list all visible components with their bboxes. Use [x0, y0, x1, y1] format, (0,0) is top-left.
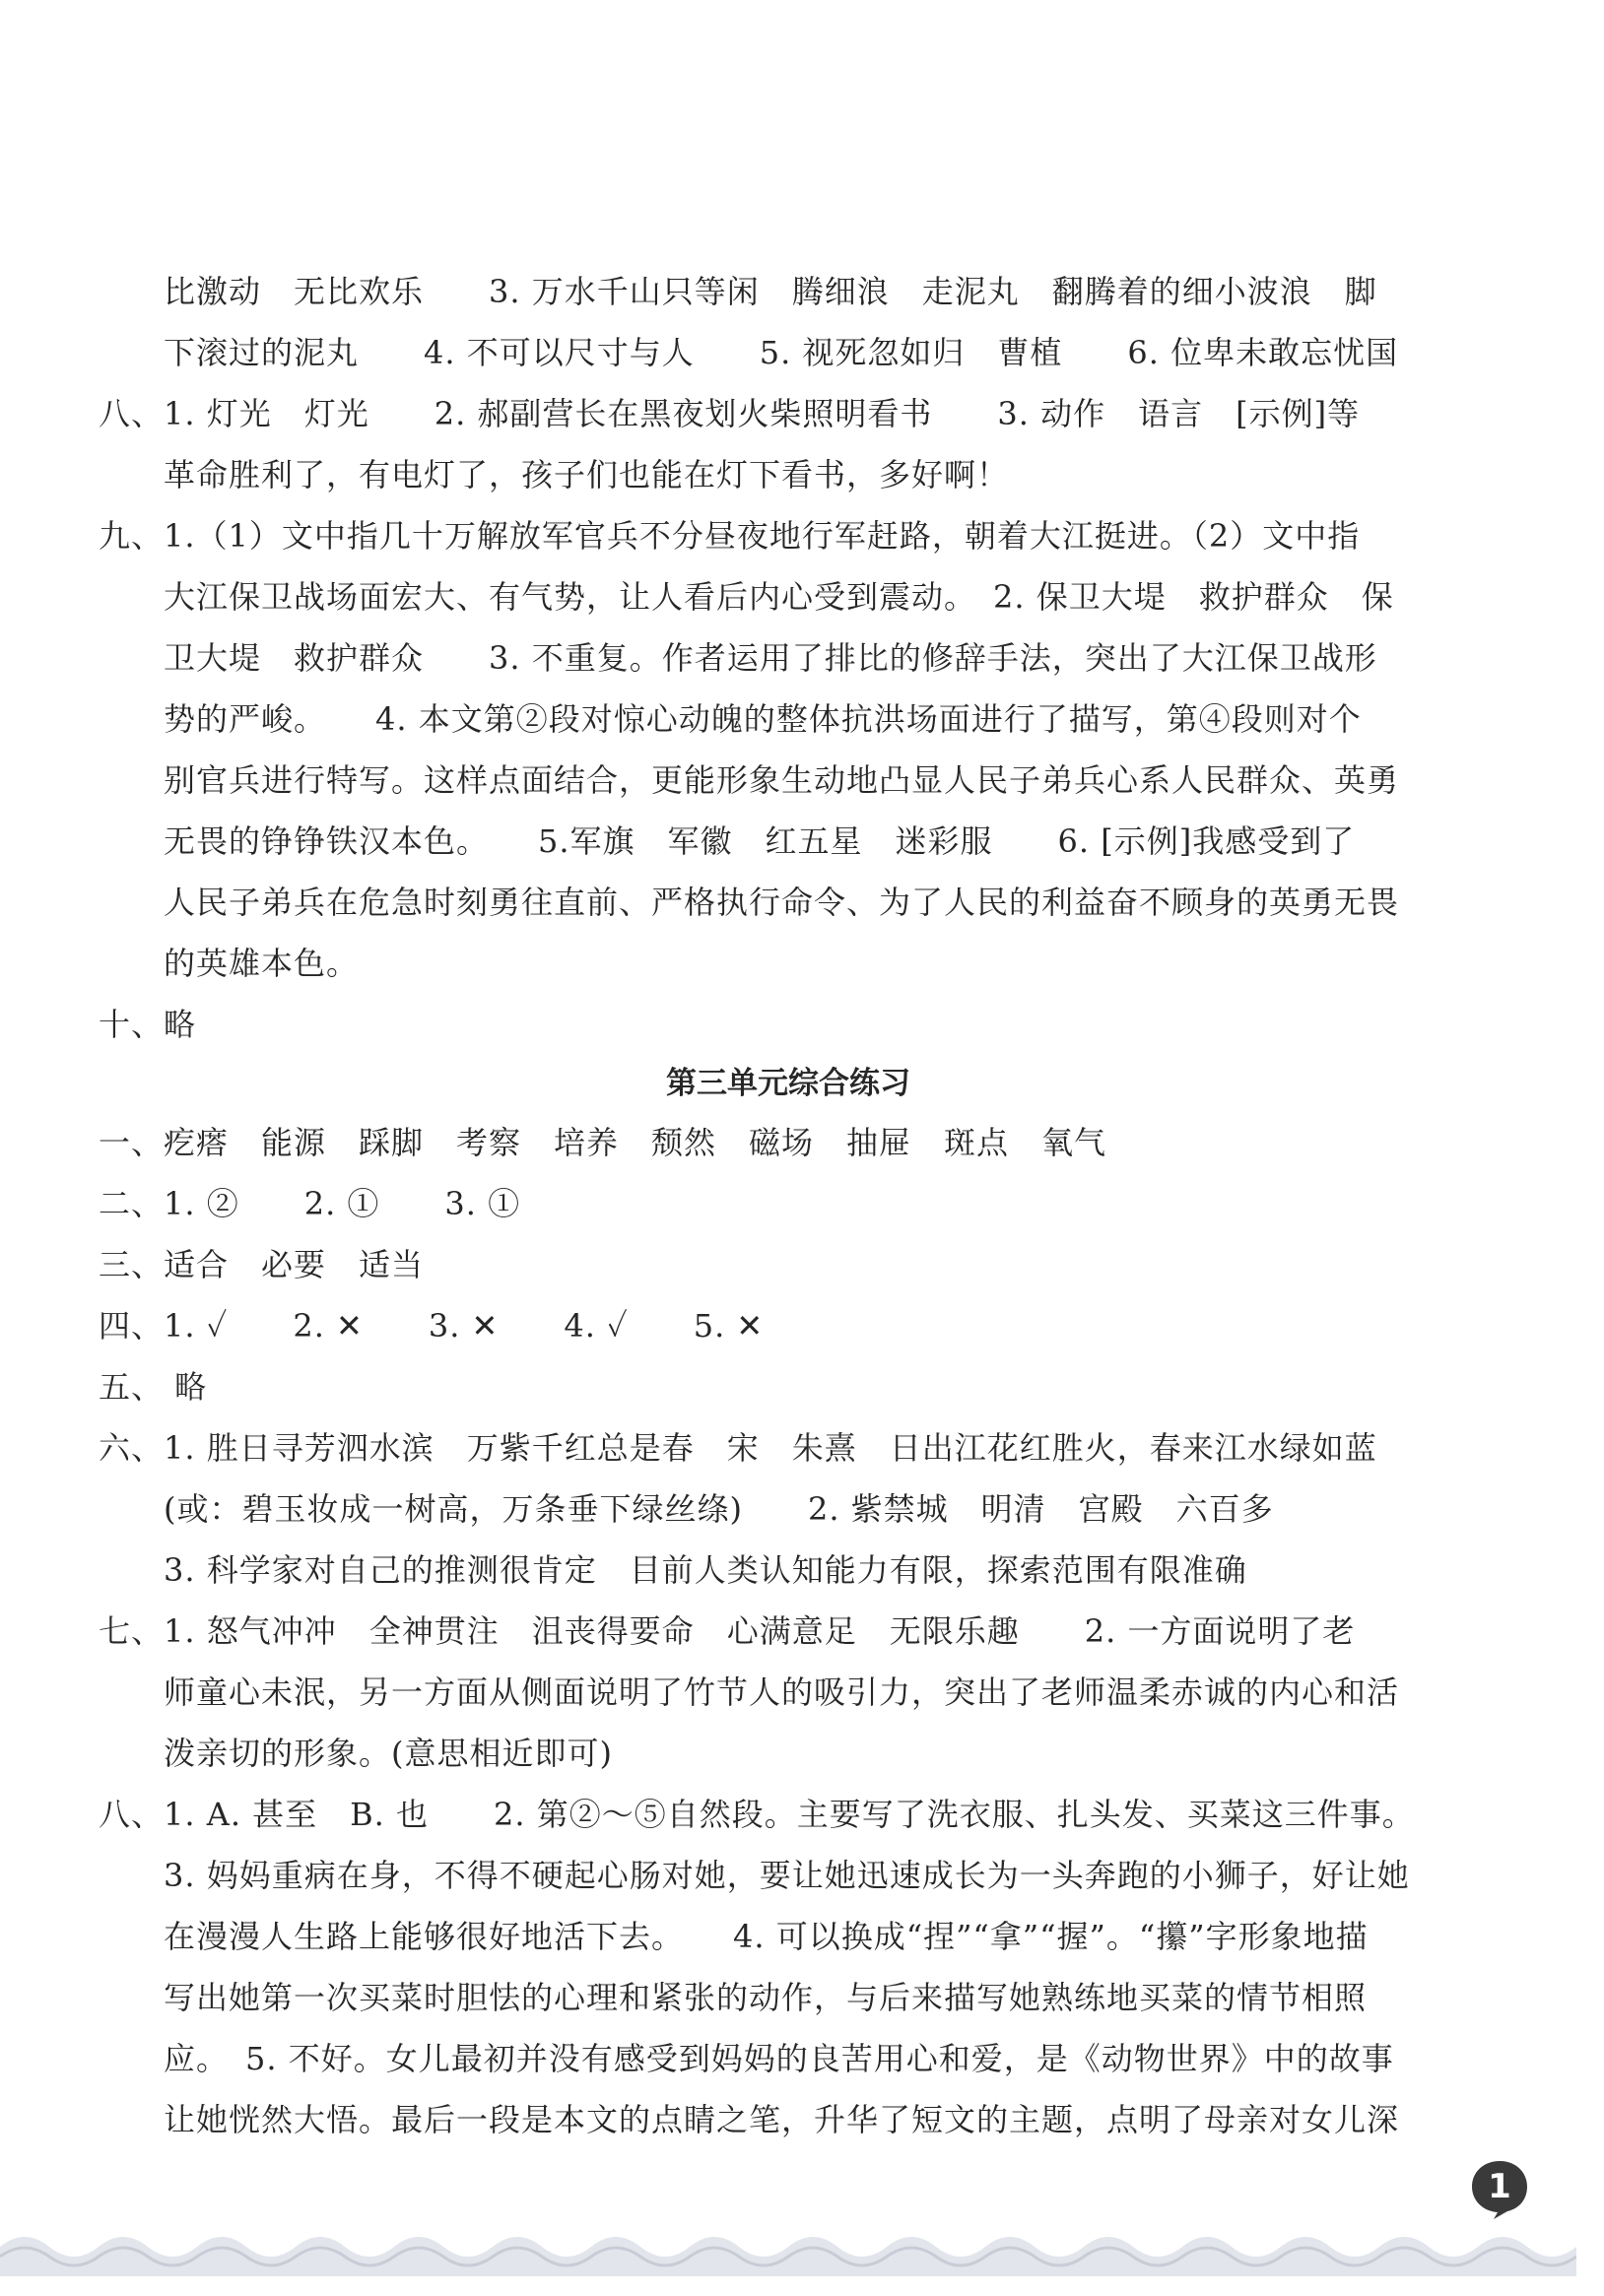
text-line: 势的严峻。 4. 本文第②段对惊心动魄的整体抗洪场面进行了描写，第④段则对个	[164, 700, 1362, 738]
text-line: 在漫漫人生路上能够很好地活下去。 4. 可以换成“捏”“拿”“握”。“攥”字形象地描	[164, 1918, 1369, 1955]
text-line: 3. 妈妈重病在身，不得不硬起心肠对她，要让她迅速成长为一头奔跑的小狮子，好让她	[164, 1857, 1410, 1894]
text-line: 无畏的铮铮铁汉本色。 5.军旗 军徽 红五星 迷彩服 6. [示例]我感受到了	[164, 822, 1356, 860]
text-line: 的英雄本色。	[164, 945, 360, 982]
text-line: 八、1. 灯光 灯光 2. 郝副营长在黑夜划火柴照明看书 3. 动作 语言 [示例]等	[99, 395, 1361, 432]
text-line: 九、1.（1）文中指几十万解放军官兵不分昼夜地行军赶路，朝着大江挺进。（2）文中指	[99, 517, 1361, 555]
text-line: 革命胜利了，有电灯了，孩子们也能在灯下看书，多好啊！	[164, 456, 1010, 493]
decorative-wave-border	[0, 2217, 1576, 2276]
text-line: 八、1. A. 甚至 B. 也 2. 第②～⑤自然段。主要写了洗衣服、扎头发、买菜这三件事。	[99, 1796, 1415, 1833]
text-line: 卫大堤 救护群众 3. 不重复。作者运用了排比的修辞手法，突出了大江保卫战形	[164, 639, 1377, 677]
text-line: 七、1. 怒气冲冲 全神贯注 沮丧得要命 心满意足 无限乐趣 2. 一方面说明了老	[99, 1612, 1356, 1650]
text-line: 六、1. 胜日寻芳泗水滨 万紫千红总是春 宋 朱熹 日出江花红胜火，春来江水绿如蓝	[99, 1429, 1377, 1467]
text-line: 二、1. ② 2. ① 3. ①	[99, 1185, 521, 1222]
text-line: 一、疙瘩 能源 踩脚 考察 培养 颓然 磁场 抽屉 斑点 氧气	[99, 1124, 1107, 1161]
text-line: 写出她第一次买菜时胆怯的心理和紧张的动作，与后来描写她熟练地买菜的情节相照	[164, 1979, 1368, 2016]
text-line: 下滚过的泥丸 4. 不可以尺寸与人 5. 视死忽如归 曹植 6. 位卑未敢忘忧国	[164, 334, 1399, 371]
text-line: 大江保卫战场面宏大、有气势，让人看后内心受到震动。 2. 保卫大堤 救护群众 保	[164, 578, 1394, 616]
text-line: 比激动 无比欢乐 3. 万水千山只等闲 腾细浪 走泥丸 翻腾着的细小波浪 脚	[164, 273, 1377, 310]
text-line: 别官兵进行特写。这样点面结合，更能形象生动地凸显人民子弟兵心系人民群众、英勇	[164, 761, 1400, 799]
page-number: 1	[1488, 2167, 1511, 2206]
text-line: 四、1. ✓ 2. ✕ 3. ✕ 4. ✓ 5. ✕	[99, 1307, 765, 1345]
text-line: (或：碧玉妆成一树高，万条垂下绿丝绦) 2. 紫禁城 明清 宫殿 六百多	[164, 1490, 1274, 1528]
text-line: 应。 5. 不好。女儿最初并没有感受到妈妈的良苦用心和爱，是《动物世界》中的故事	[164, 2040, 1394, 2077]
section-heading: 第三单元综合练习	[666, 1066, 910, 1101]
text-line: 五、 略	[99, 1368, 208, 1406]
text-line: 让她恍然大悟。最后一段是本文的点睛之笔，升华了短文的主题，点明了母亲对女儿深	[164, 2101, 1400, 2138]
text-line: 3. 科学家对自己的推测很肯定 目前人类认知能力有限，探索范围有限准确	[164, 1551, 1247, 1589]
text-line: 人民子弟兵在危急时刻勇往直前、严格执行命令、为了人民的利益奋不顾身的英勇无畏	[164, 884, 1400, 921]
text-line: 三、适合 必要 适当	[99, 1246, 425, 1283]
text-line: 十、略	[99, 1006, 197, 1043]
text-line: 泼亲切的形象。(意思相近即可)	[164, 1735, 613, 1772]
text-line: 师童心未泯，另一方面从侧面说明了竹节人的吸引力，突出了老师温柔赤诚的内心和活	[164, 1673, 1400, 1711]
